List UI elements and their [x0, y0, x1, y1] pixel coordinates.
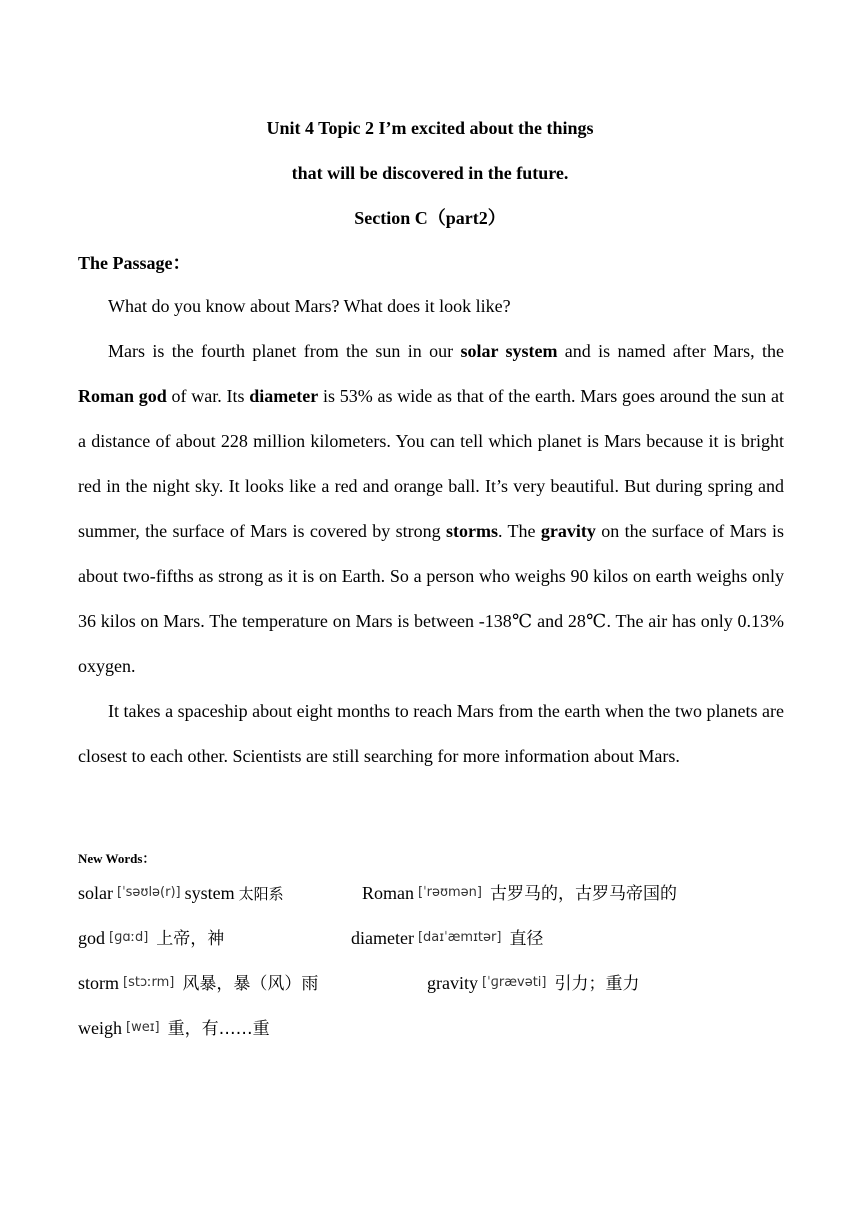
- vocab-phonetic: [weɪ]: [126, 1020, 160, 1035]
- vocab-item-solar-system: [78, 878, 284, 909]
- vocab-word: Roman: [362, 883, 414, 903]
- vocab-word: god: [78, 928, 105, 948]
- keyword-roman-god: Roman god: [78, 386, 167, 406]
- vocab-meaning: 重，有……重: [167, 1019, 270, 1039]
- title-line-1: Unit 4 Topic 2 I’m excited about the things: [266, 118, 594, 138]
- text-run: and is named after Mars, the: [557, 341, 784, 361]
- vocab-row-1: [78, 878, 798, 908]
- vocab-word: weigh: [78, 1018, 122, 1038]
- vocab-item-god: [78, 923, 224, 954]
- keyword-diameter: diameter: [249, 386, 319, 406]
- passage-paragraph-3: It takes a spaceship about eight months to reach Mars from the earth when the two planets are closest to each other. Scientists are still searching for more information about Mars.: [78, 701, 784, 766]
- vocab-phonetic: [ˈɡrævəti]: [482, 975, 547, 990]
- passage-body: [78, 284, 784, 779]
- passage-paragraph-2: [78, 329, 784, 689]
- passage-paragraph-1: What do you know about Mars? What does it look like?: [108, 296, 511, 316]
- vocab-phonetic: [daɪˈæmɪtər]: [417, 930, 502, 945]
- keyword-solar-system: solar system: [460, 341, 558, 361]
- vocab-row-2: [78, 923, 798, 953]
- vocab-item-gravity: [427, 968, 639, 999]
- vocab-row-4: [78, 1013, 798, 1043]
- vocab-item-diameter: [351, 923, 543, 954]
- vocab-meaning: 太阳系: [238, 885, 284, 903]
- text-run: of war. Its: [166, 386, 250, 406]
- keyword-storms: storms: [445, 521, 498, 541]
- vocab-item-weigh: [78, 1013, 270, 1044]
- vocab-phonetic: [stɔːrm]: [123, 975, 175, 990]
- vocab-word: system: [184, 883, 235, 903]
- vocab-phonetic: [ˈrəʊmən]: [418, 885, 482, 900]
- text-run: . The: [497, 521, 541, 541]
- vocab-word: diameter: [351, 928, 414, 948]
- vocab-item-roman: [362, 878, 677, 909]
- vocab-row-3: [78, 968, 798, 998]
- vocab-meaning: 引力；重力: [554, 974, 640, 994]
- vocab-word: gravity: [427, 973, 478, 993]
- vocab-phonetic: [ˈsəʊlə(r)]: [117, 885, 181, 900]
- vocab-item-storm: [78, 968, 318, 999]
- vocab-meaning: 古罗马的，古罗马帝国的: [490, 884, 677, 904]
- vocab-meaning: 直径: [509, 929, 544, 949]
- vocab-phonetic: [ɡɑːd]: [109, 930, 149, 945]
- section-title: Section C（part2）: [354, 208, 506, 228]
- vocab-meaning: 风暴，暴（风）雨: [182, 974, 319, 994]
- new-words-heading: New Words：: [78, 851, 156, 866]
- vocab-word: storm: [78, 973, 120, 993]
- passage-heading: The Passage：: [78, 253, 191, 273]
- text-run: on the surface of Mars is about two-fifths as strong as it is on Earth. So a person who weighs 90 kilos on earth weighs only 36 kilos on Mars. The temperature on Mars is between -138℃ and 28℃. The air has only 0.13% oxygen.: [78, 521, 784, 676]
- vocab-meaning: 上帝，神: [156, 929, 225, 949]
- keyword-gravity: gravity: [540, 521, 596, 541]
- title-line-2: that will be discovered in the future.: [291, 163, 569, 183]
- vocab-word: solar: [78, 883, 113, 903]
- text-run: Mars is the fourth planet from the sun in our: [108, 341, 461, 361]
- text-run: is 53% as wide as that of the earth. Mars goes around the sun at a distance of about 228 million kilometers. You can tell which planet is Mars because it is bright red in the night sky. It looks like a red and orange ball. It’s very beautiful. But during spring and summer, the surface of Mars is covered by strong: [78, 386, 785, 541]
